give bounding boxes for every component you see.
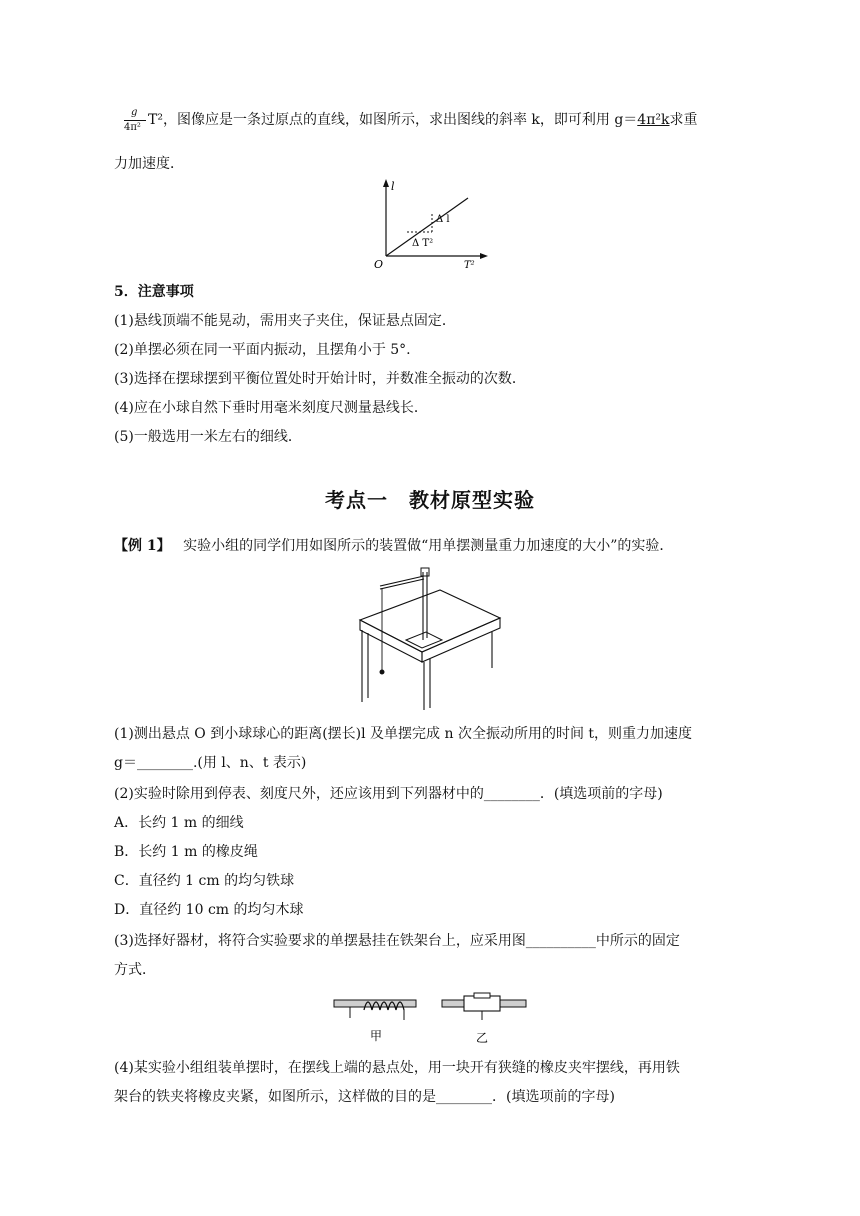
question-2: (2)实验时除用到停表、刻度尺外，还应该用到下列器材中的________．(填选项前的字母) <box>114 786 663 802</box>
option-c: C．直径约 1 cm 的均匀铁球 <box>114 873 295 889</box>
delta-t-label: Δ T² <box>412 238 434 249</box>
question-3-line-1: (3)选择好器材，将符合实验要求的单摆悬挂在铁架台上，应采用图__________中所示的固定 <box>114 933 680 949</box>
formula: 4π²k <box>637 112 670 128</box>
pendulum-apparatus-figure <box>352 562 508 712</box>
example-text: 实验小组的同学们用如图所示的装置做“用单摆测量重力加速度的大小”的实验． <box>183 538 674 554</box>
x-axis-arrow <box>480 253 488 259</box>
question-1-line-1: (1)测出悬点 O 到小球球心的距离(摆长)l 及单摆完成 n 次全振动所用的时间 t，则重力加速度 <box>114 726 693 742</box>
option-b: B．长约 1 m 的橡皮绳 <box>114 844 258 860</box>
fixing-method-figures <box>330 990 530 1048</box>
origin-label: O <box>374 258 384 270</box>
x-axis-label: T² <box>464 260 475 270</box>
figure-label-yi: 乙 <box>476 1031 489 1045</box>
example-tag: 【例 1】 <box>114 538 171 554</box>
l-t2-graph <box>370 176 490 270</box>
intro-text: T²，图像应是一条过原点的直线，如图所示，求出图线的斜率 k，即可利用 g＝ <box>148 112 638 128</box>
intro-line-2: 力加速度． <box>114 156 184 172</box>
note-item: (2)单摆必须在同一平面内振动，且摆角小于 5°. <box>114 342 411 358</box>
question-1-line-2: g＝________.(用 l、n、t 表示) <box>114 755 307 771</box>
note-item: (4)应在小球自然下垂时用毫米刻度尺测量悬线长． <box>114 400 428 416</box>
y-axis-arrow <box>383 179 389 187</box>
fraction-denominator: 4π² <box>124 122 141 133</box>
delta-l-label: Δ l <box>436 214 450 225</box>
intro-text-end: 求重 <box>669 112 698 128</box>
figure-label-jia: 甲 <box>370 1029 383 1043</box>
option-d: D．直径约 10 cm 的均匀木球 <box>114 902 304 918</box>
notes-title: 5．注意事项 <box>114 284 194 300</box>
y-axis-label: l <box>391 180 395 193</box>
note-item: (3)选择在摆球摆到平衡位置处时开始计时，并数准全振动的次数． <box>114 371 526 387</box>
note-item: (1)悬线顶端不能晃动，需用夹子夹住，保证悬点固定． <box>114 313 456 329</box>
question-3-line-2: 方式． <box>114 962 156 978</box>
note-item: (5)一般选用一米左右的细线． <box>114 429 302 445</box>
question-4-line-1: (4)某实验小组组装单摆时，在摆线上端的悬点处，用一块开有狭缝的橡皮夹牢摆线，再用铁 <box>114 1060 680 1076</box>
section-title: 考点一 教材原型实验 <box>325 488 535 512</box>
option-a: A．长约 1 m 的细线 <box>114 815 244 831</box>
fraction-numerator: g <box>131 107 138 118</box>
example-line <box>114 536 673 556</box>
intro-line-1 <box>148 110 698 130</box>
question-4-line-2: 架台的铁夹将橡皮夹紧，如图所示，这样做的目的是________．(填选项前的字母) <box>114 1089 615 1105</box>
fraction-bar <box>124 120 146 121</box>
